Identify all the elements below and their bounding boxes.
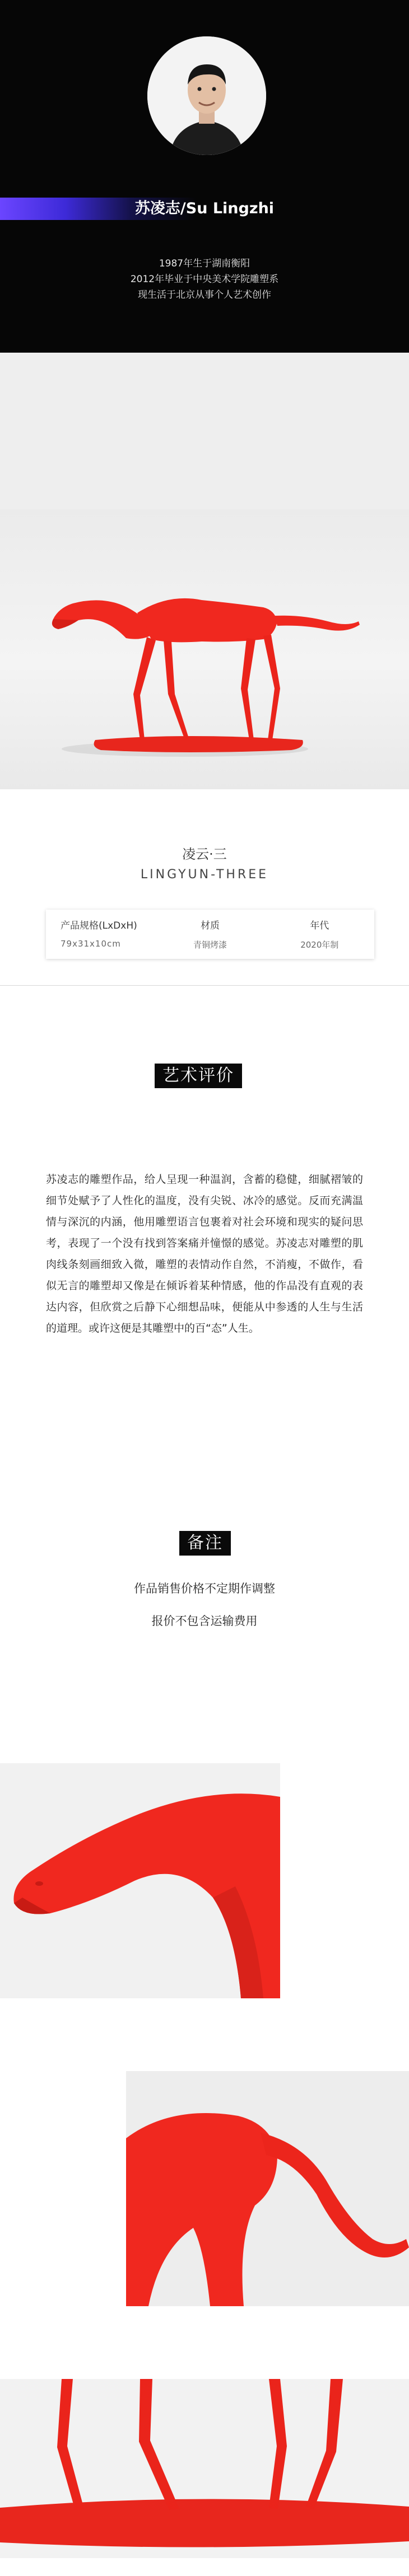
spec-label: 年代: [310, 920, 329, 931]
note-line: 报价不包含运输费用: [151, 1614, 258, 1628]
note-line: 作品销售价格不定期作调整: [134, 1582, 275, 1595]
spec-label: 产品规格(LxDxH): [61, 920, 137, 931]
spec-size: [46, 910, 155, 959]
section-divider: [0, 985, 409, 986]
artwork-title-cn: 凌云·三: [182, 846, 227, 862]
artwork-title-en: LINGYUN-THREE: [140, 868, 269, 882]
spec-value: 79x31x10cm: [61, 939, 121, 949]
artist-bio-line: 1987年生于湖南衡阳: [159, 258, 250, 269]
spec-year: [265, 910, 374, 959]
sculpture-photo-main: [0, 509, 409, 789]
spec-card: [46, 910, 374, 959]
artist-bio-line: 2012年毕业于中央美术学院雕塑系: [130, 274, 279, 285]
artist-avatar: [147, 36, 266, 155]
spec-material: [155, 910, 264, 959]
spec-label: 材质: [200, 920, 220, 931]
review-text: 苏凌志的雕塑作品，给人呈现一种温润，含蓄的稳健，细腻褶皱的细节处赋予了人性化的温度，没有尖锐、冰冷的感觉。反而充满温情与深沉的内涵，他用雕塑语言包裹着对社会环境和现实的疑问思考，表现了一个没有找到答案痛并憧憬的感觉。苏凌志对雕塑的肌肉线条刻画细致入微，雕塑的表情动作自然，不消瘦，不做作，看似无言的雕塑却又像是在倾诉着某种情感，他的作品没有直观的表达内容，但欣赏之后静下心细想品味，便能从中参透的人生与生活的道理。或许这便是其雕塑中的百“态”人生。: [46, 1173, 363, 1334]
sculpture-detail-tail: [126, 2071, 409, 2306]
spacer-band: [0, 353, 409, 509]
spec-value: 2020年制: [300, 940, 339, 950]
notes-heading: 备注: [179, 1531, 231, 1556]
sculpture-detail-head: [0, 1763, 280, 1998]
sculpture-detail-legs: [0, 2379, 409, 2558]
review-heading: 艺术评价: [155, 1064, 242, 1088]
artist-bio-line: 现生活于北京从事个人艺术创作: [138, 289, 271, 301]
spec-value: 青铜烤漆: [193, 940, 227, 950]
artist-name: 苏凌志/Su Lingzhi: [134, 200, 275, 217]
